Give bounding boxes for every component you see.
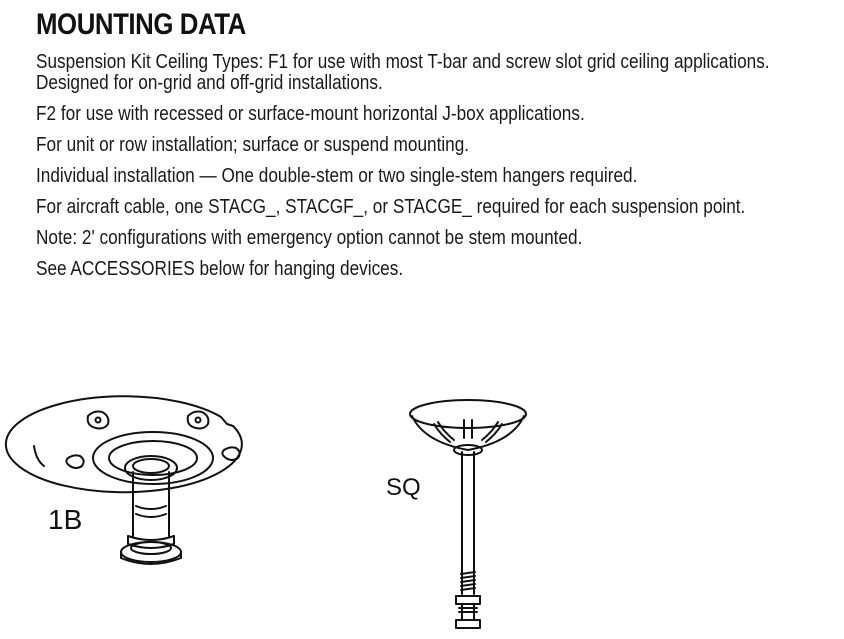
page-title: MOUNTING DATA [36, 8, 246, 41]
paragraph-note: Note: 2' configurations with emergency option cannot be stem mounted. [36, 227, 583, 249]
canopy-threaded-rod-illustration [404, 398, 534, 634]
figure-label-1b: 1B [48, 504, 83, 535]
mounting-description [36, 52, 836, 290]
paragraph-accessories: See ACCESSORIES below for hanging devices. [36, 258, 404, 280]
canopy-short-stem-illustration [28, 386, 278, 586]
paragraph-suspension-kit: Suspension Kit Ceiling Types: F1 for use with most T-bar and screw slot grid ceiling applications. Designed for on-grid and off-grid installations. [36, 51, 770, 94]
paragraph-aircraft-cable: For aircraft cable, one STACG_, STACGF_, or STACGE_ required for each suspension point. [36, 196, 746, 218]
figure-label-sq: SQ [386, 474, 421, 501]
paragraph-individual-installation: Individual installation — One double-stem or two single-stem hangers required. [36, 165, 638, 187]
paragraph-unit-row: For unit or row installation; surface or suspend mounting. [36, 134, 470, 156]
paragraph-f2: F2 for use with recessed or surface-mount horizontal J-box applications. [36, 103, 585, 125]
